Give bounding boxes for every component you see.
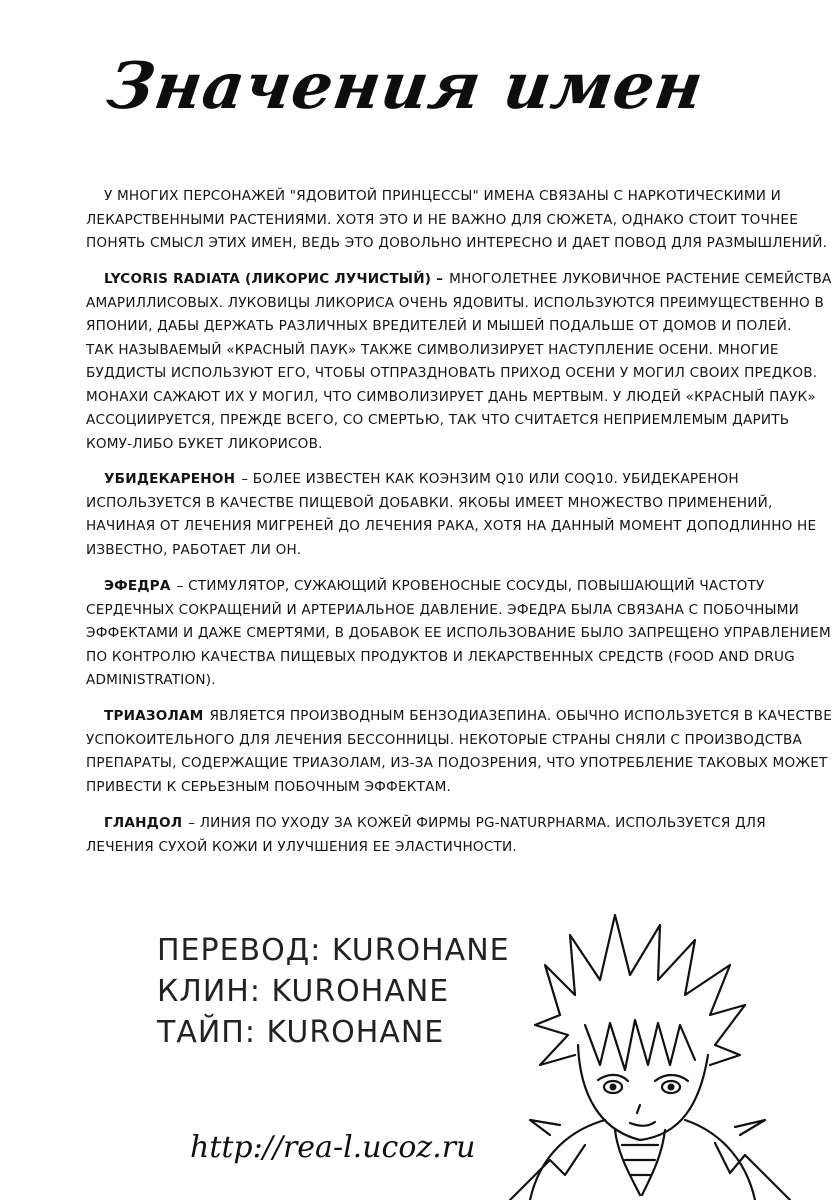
entry-term: LYCORIS RADIATA (ЛИКОРИС ЛУЧИСТЫЙ) –: [104, 271, 444, 287]
entry-line: СЕРДЕЧНЫХ СОКРАЩЕНИЙ И АРТЕРИАЛЬНОЕ ДАВЛЕНИЕ. ЭФЕДРА БЫЛА СВЯЗАНА С ПОБОЧНЫМИ: [86, 601, 800, 618]
intro-paragraph: [86, 185, 828, 256]
entry-line: – БОЛЕЕ ИЗВЕСТЕН КАК КОЭНЗИМ Q10 ИЛИ COQ10. УБИДЕКАРЕНОН: [241, 471, 739, 487]
intro-line: У МНОГИХ ПЕРСОНАЖЕЙ "ЯДОВИТОЙ ПРИНЦЕССЫ" ИМЕНА СВЯЗАНЫ С НАРКОТИЧЕСКИМИ И: [104, 188, 782, 204]
entry-line: БУДДИСТЫ ИСПОЛЬЗУЮТ ЕГО, ЧТОБЫ ОТПРАЗДНОВАТЬ ПРИХОД ОСЕНИ У МОГИЛ СВОИХ ПРЕДКОВ.: [86, 365, 818, 381]
entry-triazolam: [86, 705, 832, 799]
entry-lycoris: [86, 268, 832, 456]
entry-line: МОНАХИ САЖАЮТ ИХ У МОГИЛ, ЧТО СИМВОЛИЗИРУЕТ ДАНЬ МЕРТВЫМ. У ЛЮДЕЙ «КРАСНЫЙ ПАУК»: [86, 388, 816, 405]
entry-term: УБИДЕКАРЕНОН: [104, 471, 236, 487]
entry-line: МНОГОЛЕТНЕЕ ЛУКОВИЧНОЕ РАСТЕНИЕ СЕМЕЙСТВА: [449, 271, 832, 287]
intro-line: ЛЕКАРСТВЕННЫМИ РАСТЕНИЯМИ. ХОТЯ ЭТО И НЕ ВАЖНО ДЛЯ СЮЖЕТА, ОДНАКО СТОИТ ТОЧНЕЕ: [86, 211, 798, 228]
entry-ubidecarenone: [86, 468, 817, 562]
entry-line: УСПОКОИТЕЛЬНОГО ДЛЯ ЛЕЧЕНИЯ БЕССОННИЦЫ. НЕКОТОРЫЕ СТРАНЫ СНЯЛИ С ПРОИЗВОДСТВА: [86, 731, 803, 748]
entry-line: ЛЕЧЕНИЯ СУХОЙ КОЖИ И УЛУЧШЕНИЯ ЕЕ ЭЛАСТИЧНОСТИ.: [86, 838, 517, 855]
entry-term: ЭФЕДРА: [104, 578, 171, 594]
credit-type: ТАЙП: KUROHANE: [157, 1015, 445, 1050]
entry-term: ТРИАЗОЛАМ: [104, 708, 204, 724]
site-url: http://rea-l.ucoz.ru: [190, 1130, 476, 1165]
credits-block: [157, 930, 510, 1053]
entry-line: – ЛИНИЯ ПО УХОДУ ЗА КОЖЕЙ ФИРМЫ PG-NATURPHARMA. ИСПОЛЬЗУЕТСЯ ДЛЯ: [188, 815, 766, 831]
entry-line: ИЗВЕСТНО, РАБОТАЕТ ЛИ ОН.: [86, 541, 302, 558]
entry-line: ЯПОНИИ, ДАБЫ ДЕРЖАТЬ РАЗЛИЧНЫХ ВРЕДИТЕЛЕЙ И МЫШЕЙ ПОДАЛЬШЕ ОТ ДОМОВ И ПОЛЕЙ.: [86, 318, 792, 334]
page-title: Значения имен: [102, 49, 709, 124]
entry-term: ГЛАНДОЛ: [104, 815, 183, 831]
entry-line: ИСПОЛЬЗУЕТСЯ В КАЧЕСТВЕ ПИЩЕВОЙ ДОБАВКИ. ЯКОБЫ ИМЕЕТ МНОЖЕСТВО ПРИМЕНЕНИЙ,: [86, 494, 773, 511]
entry-line: АМАРИЛЛИСОВЫХ. ЛУКОВИЦЫ ЛИКОРИСА ОЧЕНЬ ЯДОВИТЫ. ИСПОЛЬЗУЮТСЯ ПРЕИМУЩЕСТВЕННО В: [86, 294, 825, 311]
entry-line: – СТИМУЛЯТОР, СУЖАЮЩИЙ КРОВЕНОСНЫЕ СОСУДЫ, ПОВЫШАЮЩИЙ ЧАСТОТУ: [176, 578, 765, 594]
entry-line: ТАК НАЗЫВАЕМЫЙ «КРАСНЫЙ ПАУК» ТАКЖЕ СИМВОЛИЗИРУЕТ НАСТУПЛЕНИЕ ОСЕНИ. МНОГИЕ: [86, 341, 779, 358]
entry-glandol: [86, 812, 786, 859]
entry-ephedra: [86, 575, 831, 693]
entry-line: ADMINISTRATION).: [86, 672, 216, 688]
character-illustration: [490, 905, 825, 1200]
credit-translation: ПЕРЕВОД: KUROHANE: [157, 933, 510, 968]
credit-clean: КЛИН: KUROHANE: [157, 974, 450, 1009]
entry-line: ЭФФЕКТАМИ И ДАЖЕ СМЕРТЯМИ, В ДОБАВОК ЕЕ ИСПОЛЬЗОВАНИЕ БЫЛО ЗАПРЕЩЕНО УПРАВЛЕНИЕМ: [86, 625, 831, 641]
entry-line: КОМУ-ЛИБО БУКЕТ ЛИКОРИСОВ.: [86, 435, 323, 452]
entry-line: ПО КОНТРОЛЮ КАЧЕСТВА ПИЩЕВЫХ ПРОДУКТОВ И ЛЕКАРСТВЕННЫХ СРЕДСТВ (FOOD AND DRUG: [86, 648, 795, 665]
intro-line: ПОНЯТЬ СМЫСЛ ЭТИХ ИМЕН, ВЕДЬ ЭТО ДОВОЛЬНО ИНТЕРЕСНО И ДАЕТ ПОВОД ДЛЯ РАЗМЫШЛЕНИЙ.: [86, 235, 828, 251]
entry-line: ПРИВЕСТИ К СЕРЬЕЗНЫМ ПОБОЧНЫМ ЭФФЕКТАМ.: [86, 778, 452, 795]
entry-line: ЯВЛЯЕТСЯ ПРОИЗВОДНЫМ БЕНЗОДИАЗЕПИНА. ОБЫЧНО ИСПОЛЬЗУЕТСЯ В КАЧЕСТВЕ: [209, 708, 832, 724]
entry-line: ПРЕПАРАТЫ, СОДЕРЖАЩИЕ ТРИАЗОЛАМ, ИЗ-ЗА ПОДОЗРЕНИЯ, ЧТО УПОТРЕБЛЕНИЕ ТАКОВЫХ МОЖЕТ: [86, 755, 828, 771]
entry-line: АССОЦИИРУЕТСЯ, ПРЕЖДЕ ВСЕГО, СО СМЕРТЬЮ, ТАК ЧТО СЧИТАЕТСЯ НЕПРИЕМЛЕМЫМ ДАРИТЬ: [86, 412, 790, 428]
entry-line: НАЧИНАЯ ОТ ЛЕЧЕНИЯ МИГРЕНЕЙ ДО ЛЕЧЕНИЯ РАКА, ХОТЯ НА ДАННЫЙ МОМЕНТ ДОПОДЛИННО НЕ: [86, 518, 817, 534]
